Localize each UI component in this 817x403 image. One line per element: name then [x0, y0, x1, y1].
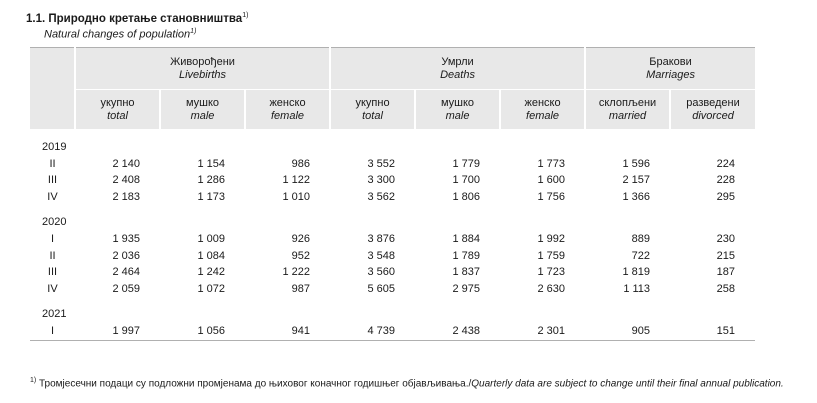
- table-cell: 3 562: [367, 190, 396, 203]
- year-label: 2019: [42, 140, 67, 153]
- table-cell: 5 605: [367, 282, 396, 295]
- table-body: [30, 129, 755, 340]
- table-cell: 1 286: [197, 174, 225, 186]
- table-cell: 941: [245, 323, 330, 340]
- spacer-row: [30, 297, 755, 306]
- table-row: [30, 172, 755, 189]
- stub-header: [30, 48, 75, 130]
- spacer-cell: [30, 205, 755, 214]
- title-text: 1.1. Природно кретање становништва: [26, 12, 243, 25]
- table-row: [30, 264, 755, 281]
- table-cell: 1 084: [197, 249, 225, 262]
- spacer-cell: [30, 129, 755, 139]
- table-cell: 295: [716, 190, 736, 203]
- column-header-row: [30, 90, 755, 130]
- group-header-deaths: [330, 48, 585, 90]
- group-label: Живорођени: [170, 55, 235, 68]
- page-subtitle: [44, 28, 196, 41]
- table-cell: 952: [291, 249, 311, 262]
- spacer-row: [30, 129, 755, 139]
- column-label: укупно: [100, 96, 135, 109]
- column-label: женско: [269, 96, 306, 109]
- year-label: 2021: [42, 308, 67, 321]
- table-cell: 258: [716, 282, 736, 295]
- column-label-en: divorced: [692, 109, 734, 122]
- table-cell: 1 884: [452, 233, 481, 245]
- table-cell: 1 773: [537, 157, 566, 170]
- table-cell: 2 183: [112, 190, 140, 203]
- column-label-en: female: [271, 109, 305, 122]
- group-header-row: [30, 48, 755, 90]
- table-cell: 3 876: [367, 233, 396, 245]
- population-table: [30, 47, 755, 341]
- table-cell: 1 596: [622, 157, 651, 170]
- table-cell: 1 935: [112, 233, 140, 245]
- quarter-label: IV: [47, 190, 58, 203]
- footnote-text: Тромјесечни подаци су подложни промјенама до њиховог коначног годишњег објављивања./: [36, 378, 472, 390]
- table-cell: 1 113: [623, 282, 651, 295]
- column-label-en: female: [526, 109, 560, 122]
- year-row: [30, 306, 755, 323]
- table-cell: 1 010: [282, 190, 311, 203]
- table-cell: 1 806: [452, 190, 481, 203]
- table-cell: 1 154: [197, 157, 225, 170]
- table-cell: 2 036: [112, 249, 140, 262]
- table-cell: 926: [291, 233, 311, 245]
- column-header: [330, 90, 415, 130]
- table-cell: 1 789: [452, 249, 481, 262]
- table-cell: 187: [716, 266, 736, 278]
- column-label: мушко: [440, 96, 475, 109]
- table-cell: 151: [670, 323, 755, 340]
- spacer-cell: [30, 297, 755, 306]
- column-header: [75, 90, 160, 130]
- table-cell: 905: [585, 323, 670, 340]
- column-header: [500, 90, 585, 130]
- quarter-label: I: [50, 233, 55, 245]
- table-header: [30, 48, 755, 130]
- quarter-label: III: [47, 174, 58, 186]
- table-cell: 1 779: [452, 157, 481, 170]
- table-cell: 1 173: [197, 190, 225, 203]
- column-header: [415, 90, 500, 130]
- column-label: разведени: [686, 96, 740, 109]
- column-header: [670, 90, 755, 130]
- table-cell: 2 140: [112, 157, 140, 170]
- column-header: [245, 90, 330, 130]
- table-cell: 230: [716, 233, 736, 245]
- population-table-container: [30, 47, 755, 341]
- table-cell: 1 756: [537, 190, 566, 203]
- column-label: женско: [524, 96, 561, 109]
- column-label-en: male: [190, 109, 215, 122]
- quarter-label: II: [49, 157, 56, 170]
- table-cell: 2 059: [112, 282, 140, 295]
- table-cell: 2 630: [537, 282, 566, 295]
- page-title: [26, 12, 248, 25]
- group-label-en: Deaths: [440, 68, 475, 81]
- table-cell: 3 560: [367, 266, 396, 278]
- table-cell: 1 366: [622, 190, 651, 203]
- table-row: [30, 323, 755, 340]
- table-cell: 2 157: [622, 174, 651, 186]
- column-label-en: total: [107, 109, 128, 122]
- column-label-en: male: [445, 109, 470, 122]
- year-label: 2020: [42, 216, 67, 229]
- table-row: [30, 231, 755, 248]
- table-cell: 228: [716, 174, 736, 186]
- quarter-label: III: [47, 266, 58, 278]
- table-cell: 1 992: [537, 233, 566, 245]
- table-cell: 987: [291, 282, 311, 295]
- table-cell: 1 759: [537, 249, 566, 262]
- group-label-en: Marriages: [646, 68, 695, 81]
- table-cell: 1 009: [197, 233, 225, 245]
- column-label-en: married: [608, 109, 647, 122]
- group-header-livebirths: [75, 48, 330, 90]
- table-cell: 1 056: [160, 323, 245, 340]
- table-cell: 889: [631, 233, 651, 245]
- spacer-row: [30, 205, 755, 214]
- table-cell: 986: [291, 157, 311, 170]
- table-cell: 2 408: [112, 174, 140, 186]
- table-cell: 722: [631, 249, 651, 262]
- table-cell: 215: [716, 249, 736, 262]
- table-cell: 1 242: [197, 266, 225, 278]
- group-label-en: Livebirths: [178, 68, 227, 81]
- subtitle-text: Natural changes of population: [44, 28, 191, 41]
- table-cell: 1 122: [282, 174, 311, 186]
- year-row: [30, 214, 755, 231]
- table-cell: 3 300: [367, 174, 396, 186]
- column-label: укупно: [355, 96, 390, 109]
- column-header: [585, 90, 670, 130]
- column-label: склопљени: [598, 96, 657, 109]
- footnote: [30, 377, 784, 389]
- table-cell: 1 600: [537, 174, 566, 186]
- table-cell: 3 552: [367, 157, 396, 170]
- column-header: [160, 90, 245, 130]
- group-label: Умрли: [441, 55, 474, 68]
- table-row: [30, 156, 755, 173]
- table-row: [30, 248, 755, 265]
- group-header-marriages: [585, 48, 755, 90]
- quarter-label: IV: [47, 282, 58, 295]
- quarter-label: I: [30, 323, 75, 340]
- table-cell: 2 464: [112, 266, 140, 278]
- year-row: [30, 139, 755, 156]
- table-cell: 1 723: [537, 266, 566, 278]
- subtitle-footnote-mark: 1): [190, 28, 197, 35]
- table-cell: 2 975: [452, 282, 481, 295]
- table-cell: 2 438: [415, 323, 500, 340]
- table-cell: 2 301: [500, 323, 585, 340]
- table-row: [30, 189, 755, 206]
- table-cell: 1 222: [282, 266, 311, 278]
- table-cell: 1 837: [452, 266, 481, 278]
- table-cell: 1 072: [197, 282, 225, 295]
- table-cell: 1 819: [622, 266, 651, 278]
- group-label: Бракови: [649, 55, 692, 68]
- footnote-text-en: Quarterly data are subject to change until their final annual publication.: [471, 378, 784, 390]
- title-footnote-mark: 1): [242, 12, 249, 19]
- column-label-en: total: [362, 109, 383, 122]
- table-cell: 1 997: [75, 323, 160, 340]
- quarter-label: II: [49, 249, 56, 262]
- table-cell: 224: [716, 157, 736, 170]
- table-cell: 3 548: [367, 249, 396, 262]
- table-cell: 4 739: [330, 323, 415, 340]
- footnote-mark: 1): [30, 377, 37, 384]
- table-row: [30, 281, 755, 298]
- column-label: мушко: [185, 96, 220, 109]
- table-cell: 1 700: [452, 174, 481, 186]
